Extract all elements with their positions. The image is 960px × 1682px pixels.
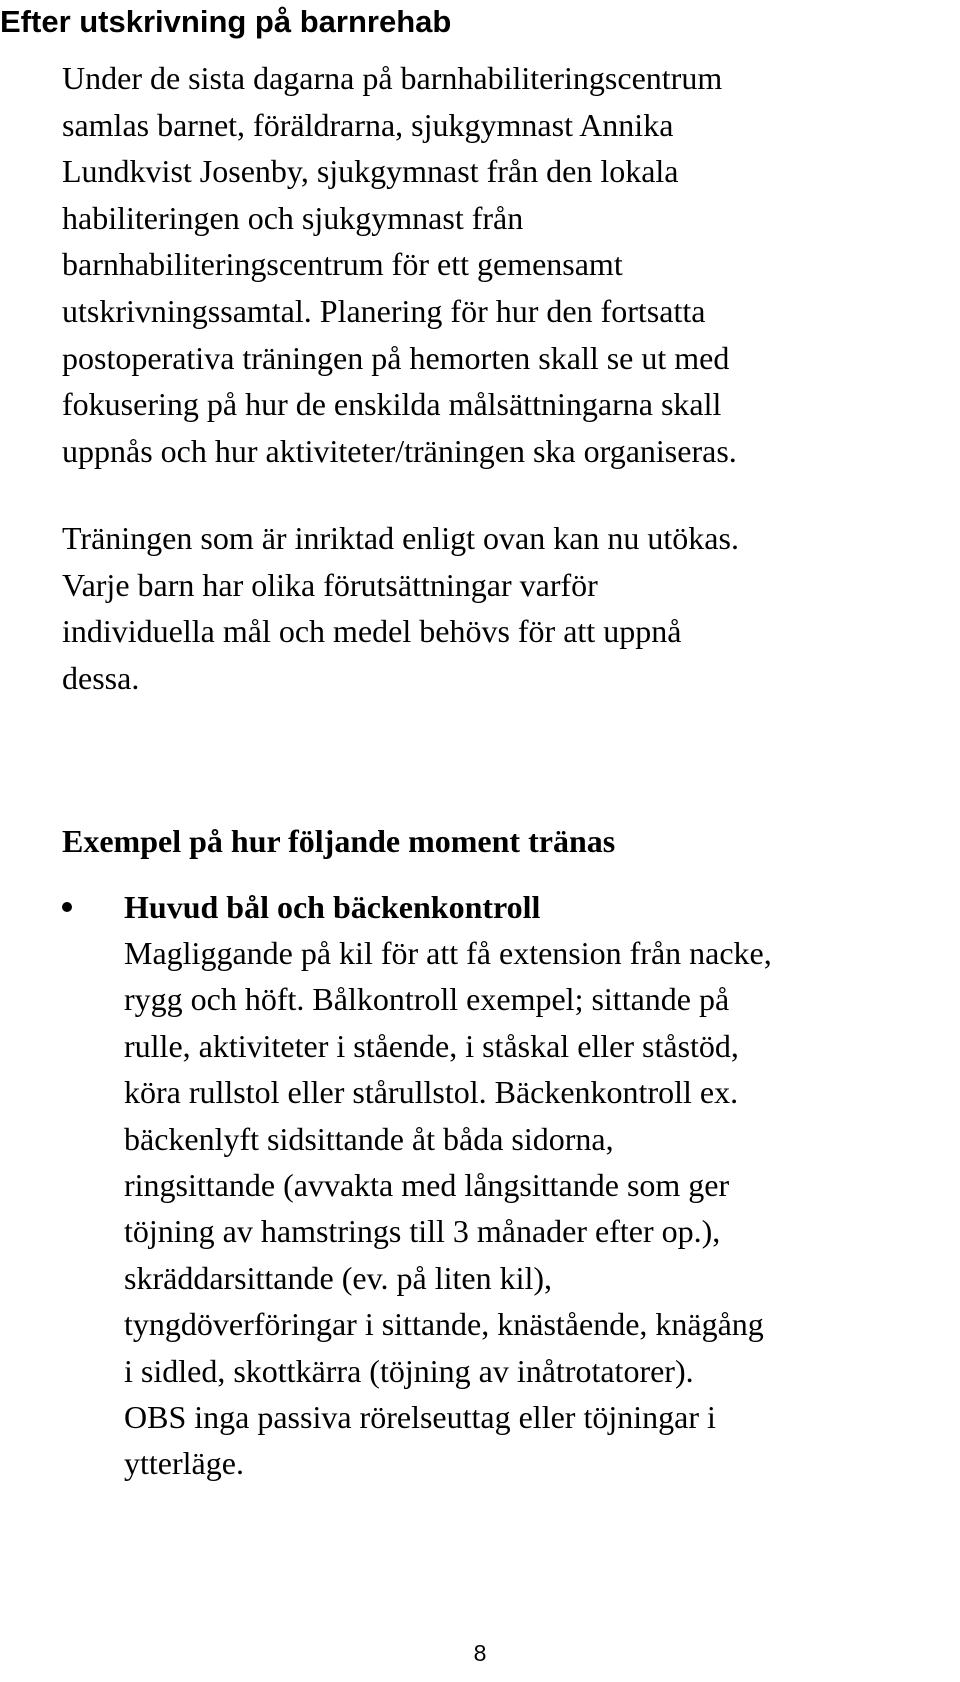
paragraph-training-expansion: Träningen som är inriktad enligt ovan kan nu utökas. Varje barn har olika förutsättningar varför individuella mål och medel behövs för att uppnå dessa. xyxy=(62,520,739,696)
section-heading: Exempel på hur följande moment tränas xyxy=(62,823,616,859)
bullet-icon xyxy=(62,902,72,912)
list-item xyxy=(62,884,772,1487)
exercise-list xyxy=(62,884,772,1487)
paragraph-discharge-meeting: Under de sista dagarna på barnhabiliteringscentrum samlas barnet, föräldrarna, sjukgymnast Annika Lundkvist Josenby, sjukgymnast från den lokala habiliteringen och sjukgymnast från barnhabiliteringscentrum för ett gemensamt utskrivningssamtal. Planering för hur den fortsatta postoperativa träningen på hemorten skall se ut med fokusering på hur de enskilda målsättningarna skall uppnås och hur aktiviteter/träningen ska organiseras. xyxy=(62,60,737,469)
list-item-body: Magliggande på kil för att få extension från nacke, rygg och höft. Bålkontroll exempel; sittande på rulle, aktiviteter i stående, i ståskal eller ståstöd, köra rullstol eller stårullstol. Bäckenkontroll ex. bäckenlyft sidsittande åt båda sidorna, ringsittande (avvakta med långsittande som ger töjning av hamstrings till 3 månader efter op.), skräddarsittande (ev. på liten kil), tyngdöverföringar i sittande, knästående, knägång i sidled, skottkärra (töjning av inåtrotatorer). OBS inga passiva rörelseuttag eller töjningar i ytterläge. xyxy=(124,935,772,1482)
page-title: Efter utskrivning på barnrehab xyxy=(0,4,452,39)
list-item-title: Huvud bål och bäckenkontroll xyxy=(124,889,541,925)
page-number: 8 xyxy=(473,1640,487,1666)
